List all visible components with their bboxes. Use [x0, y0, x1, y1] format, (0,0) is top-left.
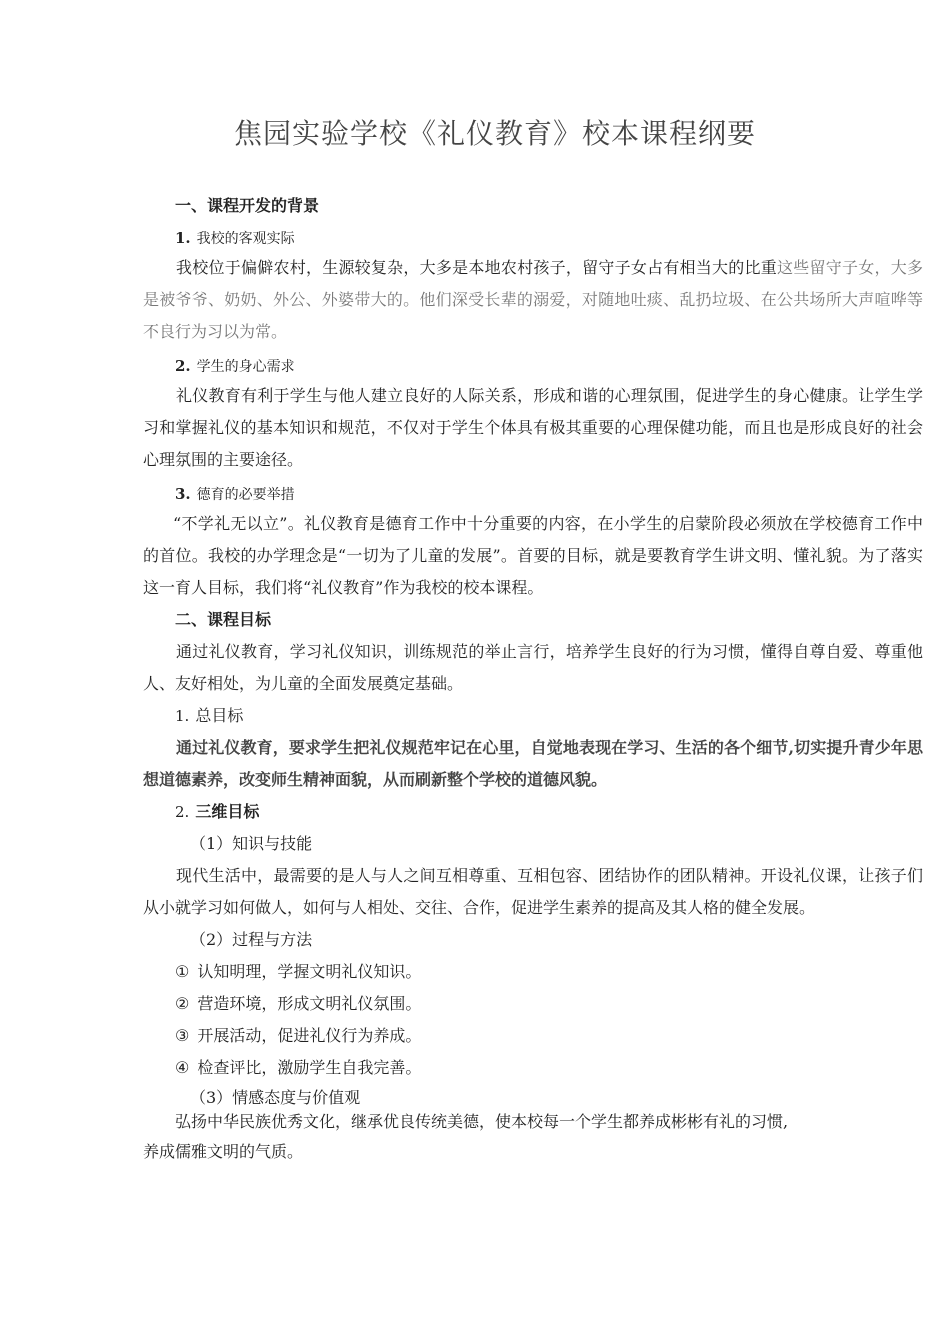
list-item	[175, 992, 421, 1016]
list-item-text: 营造环境，形成文明礼仪氛围。	[197, 994, 422, 1013]
subheading-1-number: 1.	[175, 229, 191, 247]
list-item-text: 开展活动，促进礼仪行为养成。	[197, 1026, 422, 1045]
subheading-3-text: 德育的必要举措	[196, 487, 295, 503]
subheading-2-number: 2.	[175, 357, 191, 375]
dimension-3-heading: （3）情感态度与价值观	[190, 1088, 361, 1107]
subheading-2	[175, 354, 295, 379]
paragraph-3: “不学礼无以立”。礼仪教育是德育工作中十分重要的内容，在小学生的启蒙阶段必须放在学校德育工作中的首位。我校的办学理念是“一切为了儿童的发展”。首要的目标，就是要教育学生讲文明、懂礼貌。为了落实这一育人目标，我们将“礼仪教育”作为我校的校本课程。	[143, 514, 923, 597]
list-item	[175, 1056, 421, 1080]
list-item-text: 认知明理，学握文明礼仪知识。	[197, 962, 422, 981]
paragraph-dimension-3-line-2: 养成儒雅文明的气质。	[143, 1142, 304, 1161]
goal-2-text: 三维目标	[195, 802, 260, 821]
goal-2-heading	[175, 800, 259, 824]
document-title: 焦园实验学校《礼仪教育》校本课程纲要	[233, 117, 756, 150]
list-item-marker: ②	[175, 994, 190, 1013]
list-item-marker: ④	[175, 1058, 190, 1077]
subheading-3-number: 3.	[175, 485, 191, 503]
dimension-1-heading: （1）知识与技能	[190, 834, 313, 853]
list-item-marker: ③	[175, 1026, 190, 1045]
paragraph-dimension-3-line-1: 弘扬中华民族优秀文化，继承优良传统美德，使本校每一个学生都养成彬彬有礼的习惯,	[175, 1112, 789, 1131]
paragraph-overall-goal: 通过礼仪教育，要求学生把礼仪规范牢记在心里，自觉地表现在学习、生活的各个细节,切实提升青少年思想道德素养，改变师生精神面貌，从而刷新整个学校的道德风貌。	[143, 738, 923, 789]
list-item	[175, 960, 421, 984]
goal-1-number: 1.	[175, 707, 190, 725]
paragraph-dimension-1: 现代生活中，最需要的是人与人之间互相尊重、互相包容、团结协作的团队精神。开设礼仪课，让孩子们从小就学习如何做人，如何与人相处、交往、合作，促进学生素养的提高及其人格的健全发展。	[143, 866, 923, 917]
paragraph-2: 礼仪教育有利于学生与他人建立良好的人际关系，形成和谐的心理氛围，促进学生的身心健康。让学生学习和掌握礼仪的基本知识和规范，不仅对于学生个体具有极其重要的心理保健功能，而且也是形成良好的社会心理氛围的主要途径。	[143, 386, 923, 469]
list-item	[175, 1024, 421, 1048]
subheading-1	[175, 226, 295, 251]
section-2-heading: 二、课程目标	[175, 610, 272, 629]
subheading-3	[175, 482, 295, 507]
goal-2-number: 2.	[175, 803, 190, 821]
dimension-2-heading: （2）过程与方法	[190, 930, 313, 949]
list-item-text: 检查评比，激励学生自我完善。	[197, 1058, 422, 1077]
paragraph-1-part-b: 这些留守子女，大多是被爷爷、奶奶、外公、外婆带大的。他们深受长辈的溺爱，对随地吐痰、乱扔垃圾、在公共场所大声喧哗等不良行为习以为常。	[143, 258, 923, 341]
subheading-1-text: 我校的客观实际	[196, 231, 295, 247]
paragraph-1-part-a: 我校位于偏僻农村，生源较复杂，大多是本地农村孩子，留守子女占有相当大的比重	[176, 258, 778, 277]
subheading-2-text: 学生的身心需求	[196, 359, 295, 375]
section-1-heading: 一、课程开发的背景	[175, 196, 320, 215]
paragraph-goals-intro: 通过礼仪教育，学习礼仪知识，训练规范的举止言行，培养学生良好的行为习惯，懂得自尊自爱、尊重他人、友好相处，为儿童的全面发展奠定基础。	[143, 642, 923, 693]
goal-1-text: 总目标	[195, 706, 244, 725]
list-item-marker: ①	[175, 962, 190, 981]
paragraph-1	[143, 252, 923, 348]
goal-1-heading	[175, 704, 243, 728]
